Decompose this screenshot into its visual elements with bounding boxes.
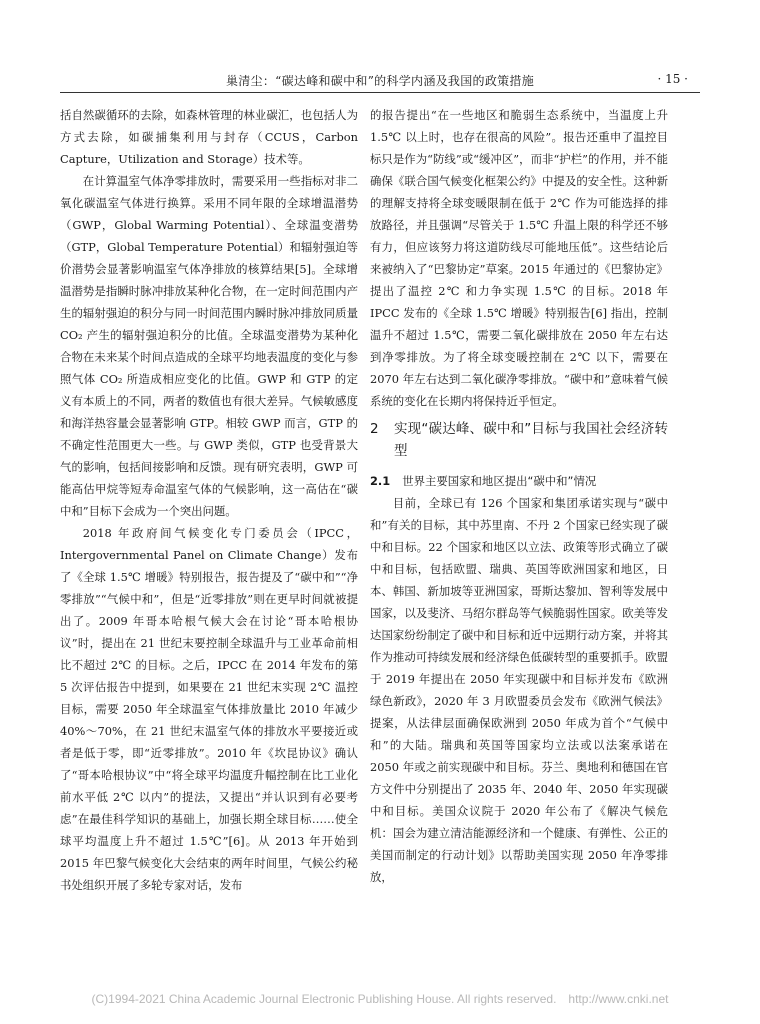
paragraph: 的报告提出“在一些地区和脆弱生态系统中，当温度上升 1.5℃ 以上时，也存在很高的风险”。报告还重申了温控目标只是作为“防线”或“缓冲区”，而非“护栏”的作用，并不能确保《联合国气候变化框架公约》中提及的安全性。这种新的理解支持将全球变暖限制在低于 2℃ 作为可能选择的排放路径，并且强调“尽管关于 1.5℃ 升温上限的科学还不够有力，但应该努力将这道防线尽可能地压低”。这些结论后来被纳入了“巴黎协定”草案。2015 年通过的《巴黎协定》提出了温控 2℃ 和力争实现 1.5℃ 的目标。2018 年 IPCC 发布的《全球 1.5℃ 增暖》特别报告[6] 指出，控制温升不超过 1.5℃，需要二氧化碳排放在 2050 年左右达到净零排放。为了将全球变暖控制在 2℃ 以下，需要在 2070 年左右达到二氧化碳净零排放。“碳中和”意味着气候系统的变化在长期内将保持近乎恒定。 [370,108,668,408]
subsection-heading [370,470,668,492]
section-title: 实现“碳达峰、碳中和”目标与我国社会经济转型 [394,421,668,459]
paragraph: 括自然碳循环的去除，如森林管理的林业碳汇，也包括人为方式去除，如碳捕集利用与封存（CCUS，Carbon Capture，Utilization and Storage）技术等。 [60,108,358,166]
subsection-title: 世界主要国家和地区提出“碳中和”情况 [402,474,597,488]
section-number: 2 [370,421,379,437]
paragraph: 2018 年政府间气候变化专门委员会（IPCC，Intergovernmental Panel on Climate Change）发布了《全球 1.5℃ 增暖》特别报告，报告提及了“碳中和”“净零排放”“气候中和”，但是“近零排放”则在更早时间就被提出了。2009 年哥本哈根气候大会在讨论“哥本哈根协议”时，提出在 21 世纪末要控制全球温升与工业革命前相比不超过 2℃ 的目标。之后，IPCC 在 2014 年发布的第 5 次评估报告中提到，如果要在 21 世纪末实现 2℃ 温控目标，需要 2050 年全球温室气体排放量比 2010 年减少 40%～70%，在 21 世纪末温室气体的排放水平要接近或者是低于零，即“近零排放”。2010 年《坎昆协议》确认了“哥本哈根协议”中“将全球平均温度升幅控制在比工业化前水平低 2℃ 以内”的提法，又提出“并认识到有必要考虑”在最佳科学知识的基础上，加强长期全球目标……使全球平均温度上升不超过 1.5℃”[6]。从 2013 年开始到 2015 年巴黎气候变化大会结束的两年时间里，气候公约秘书处组织开展了多轮专家对话，发布 [60,526,358,892]
footer-url[interactable]: http://www.cnki.net [568,992,669,1006]
left-column [60,104,358,896]
section-heading [370,418,668,462]
running-header [60,70,700,94]
paragraph: 目前，全球已有 126 个国家和集团承诺实现与“碳中和”有关的目标，其中苏里南、不丹 2 个国家已经实现了碳中和目标。22 个国家和地区以立法、政策等形式确立了碳中和目标，包括欧盟、瑞典、英国等欧洲国家和地区，日本、韩国、新加坡等亚洲国家，哥斯达黎加、智利等发展中国家，以及斐济、马绍尔群岛等气候脆弱性国家。欧美等发达国家纷纷制定了碳中和目标和近中远期行动方案，并将其作为推动可持续发展和经济绿色低碳转型的重要抓手。欧盟于 2019 年提出在 2050 年实现碳中和目标并发布《欧洲绿色新政》，2020 年 3 月欧盟委员会发布《欧洲气候法》提案，从法律层面确保欧洲到 2050 年成为首个“气候中和”的大陆。瑞典和英国等国家均立法或以法案承诺在 2050 年或之前实现碳中和目标。芬兰、奥地利和德国在官方文件中分别提出了 2035 年、2040 年、2050 年实现碳中和目标。美国众议院于 2020 年公布了《解决气候危机：国会为建立清洁能源经济和一个健康、有弹性、公正的美国而制定的行动计划》以帮助美国实现 2050 年净零排放， [370,496,668,884]
running-title: 巢清尘：“碳达峰和碳中和”的科学内涵及我国的政策措施 [225,74,535,88]
header-rule [60,92,700,93]
subsection-number: 2.1 [370,474,391,488]
footer [0,992,760,1006]
paragraph: 在计算温室气体净零排放时，需要采用一些指标对非二氧化碳温室气体进行换算。采用不同年限的全球增温潜势（GWP，Global Warming Potential）、全球温变潜势（GTP，Global Temperature Potential）和辐射强迫等价潜势会显著影响温室气体净排放的核算结果[5]。全球增温潜势是指瞬时脉冲排放某种化合物，在一定时间范围内产生的辐射强迫的积分与同一时间范围内瞬时脉冲排放同质量 CO₂ 产生的辐射强迫积分的比值。全球温变潜势为某种化合物在未来某个时间点造成的全球平均地表温度的变化与参照气体 CO₂ 所造成相应变化的比值。GWP 和 GTP 的定义有本质上的不同，两者的数值也有很大差异。气候敏感度和海洋热容量会显著影响 GTP。相较 GWP 而言，GTP 的不确定性范围更大一些。与 GWP 类似，GTP 也受背景大气的影响，包括间接影响和反馈。现有研究表明，GWP 可能高估甲烷等短寿命温室气体的气候影响，这一高估在“碳中和”目标下会成为一个突出问题。 [60,174,358,518]
page-number: · 15 · [657,72,688,86]
right-column [370,104,668,888]
copyright-notice: (C)1994-2021 China Academic Journal Electronic Publishing House. All rights reserved. [91,992,557,1006]
